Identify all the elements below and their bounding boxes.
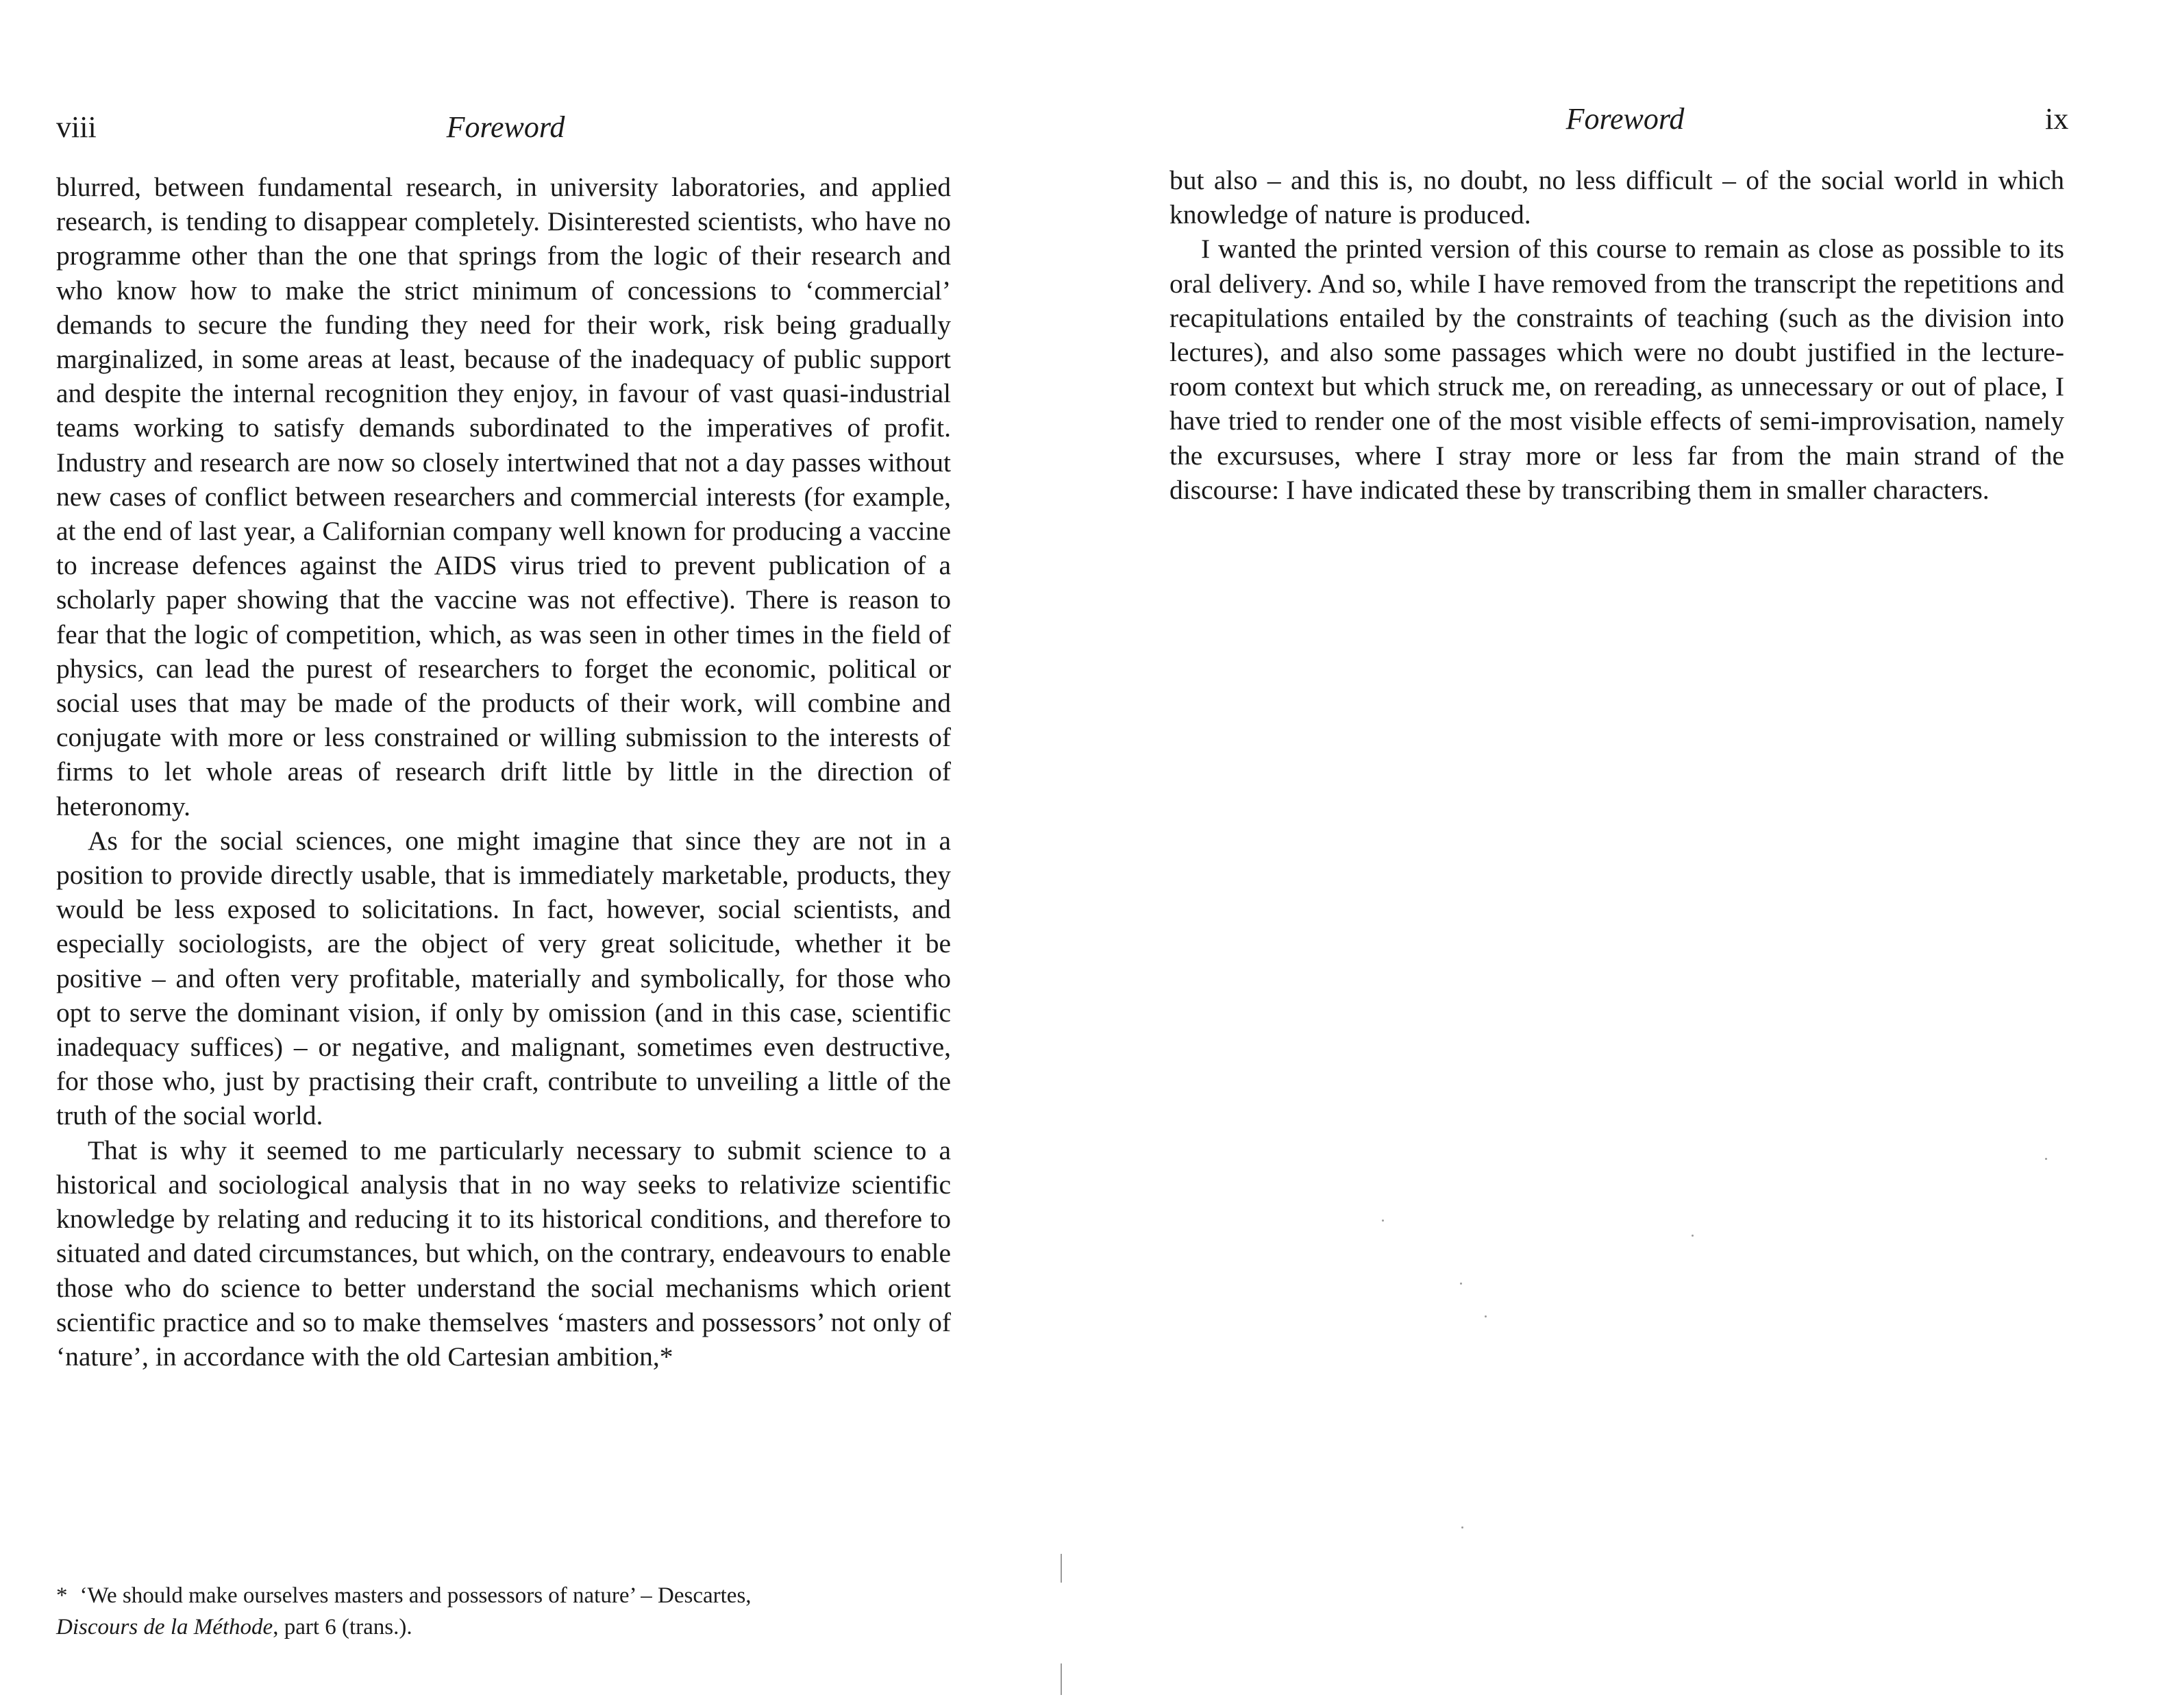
gutter-line [1061, 1554, 1062, 1583]
footnote [56, 1580, 951, 1643]
paragraph: As for the social sciences, one might imagine that since they are not in a position to provide directly usable, that is immediately marketable, products, they would be less exposed to solicitations. In fact, however, social scientists, and especially sociologists, are the object of very great solicitude, whether it be positive – and often very profitable, materially and symbolically, for those who opt to serve the dominant vision, if only by omission (and in this case, scientific inadequacy suffices) – or negative, and malignant, sometimes even destructive, for those who, just by practising their craft, contribute to unveiling a little of the truth of the social world. [56, 825, 951, 1131]
page-number: viii [56, 110, 97, 144]
right-body-text [1169, 163, 2064, 507]
left-page [0, 0, 1083, 1708]
scan-speck [2045, 1158, 2047, 1160]
paragraph: blurred, between fundamental research, in university laboratories, and applied research, is tending to disappear completely. Disinterested scientists, who have no programme other than the one that springs from the logic of their research and who know how to make the strict minimum of concessions to ‘commercial’ demands to secure the funding they need for their work, risk being gradually marginalized, in some areas at least, because of the inadequacy of public support and despite the internal recognition they enjoy, in favour of vast quasi-industrial teams working to satisfy demands subordinated to the imperatives of profit. Industry and research are now so closely intertwined that not a day passes without new cases of conflict between researchers and commercial interests (for example, at the end of last year, a Californian company well known for producing a vaccine to increase defences against the AIDS virus tried to prevent publication of a scholarly paper showing that the vaccine was not effective). There is reason to fear that the logic of competition, which, as was seen in other times in the field of physics, can lead the purest of researchers to forget the economic, political or social uses that may be made of the products of their work, will combine and conjugate with more or less constrained or willing submission to the interests of firms to let whole areas of research drift little by little in the direction of heteronomy. [56, 172, 951, 821]
footnote-text: ‘We should make ourselves masters and possessors of nature’ – Descartes, [79, 1583, 752, 1608]
left-body-text [56, 170, 951, 1374]
running-title: Foreword [446, 110, 565, 144]
scan-speck [1485, 1315, 1487, 1317]
gutter-line [1061, 1663, 1062, 1695]
footnote-source-title: Discours de la Méthode [56, 1615, 273, 1639]
right-page [1083, 0, 2167, 1708]
paragraph: That is why it seemed to me particularly necessary to submit science to a historical and sociological analysis that in no way seeks to relativize scientific knowledge by relating and reducing it to its historical conditions, and therefore to situated and dated circumstances, but which, on the contrary, endeavours to enable those who do science to better understand the social mechanisms which orient scientific practice and so to make themselves ‘masters and possessors’ not only of ‘nature’, in accordance with the old Cartesian ambition,* [56, 1135, 951, 1372]
running-title: Foreword [1565, 102, 1685, 136]
page-number: ix [2045, 102, 2069, 136]
paragraph: but also – and this is, no doubt, no less difficult – of the social world in which knowledge of nature is produced. [1169, 165, 2064, 230]
scan-speck [1460, 1283, 1462, 1285]
scan-speck [1692, 1235, 1694, 1237]
footnote-marker: * [56, 1583, 68, 1608]
scan-speck [1461, 1526, 1463, 1528]
paragraph: I wanted the printed version of this course to remain as close as possible to its oral delivery. And so, while I have removed from the transcript the repetitions and recapitulations entailed by the constraints of teaching (such as the division into lectures), and also some passages which were no doubt justified in the lecture-room context but which struck me, on rereading, as unnecessary or out of place, I have tried to render one of the most visible effects of semi-improvisation, namely the excursuses, where I stray more or less far from the main strand of the discourse: I have indicated these by transcribing them in smaller characters. [1169, 234, 2064, 505]
footnote-source-rest: , part 6 (trans.). [273, 1615, 412, 1639]
scan-speck [1382, 1220, 1384, 1222]
